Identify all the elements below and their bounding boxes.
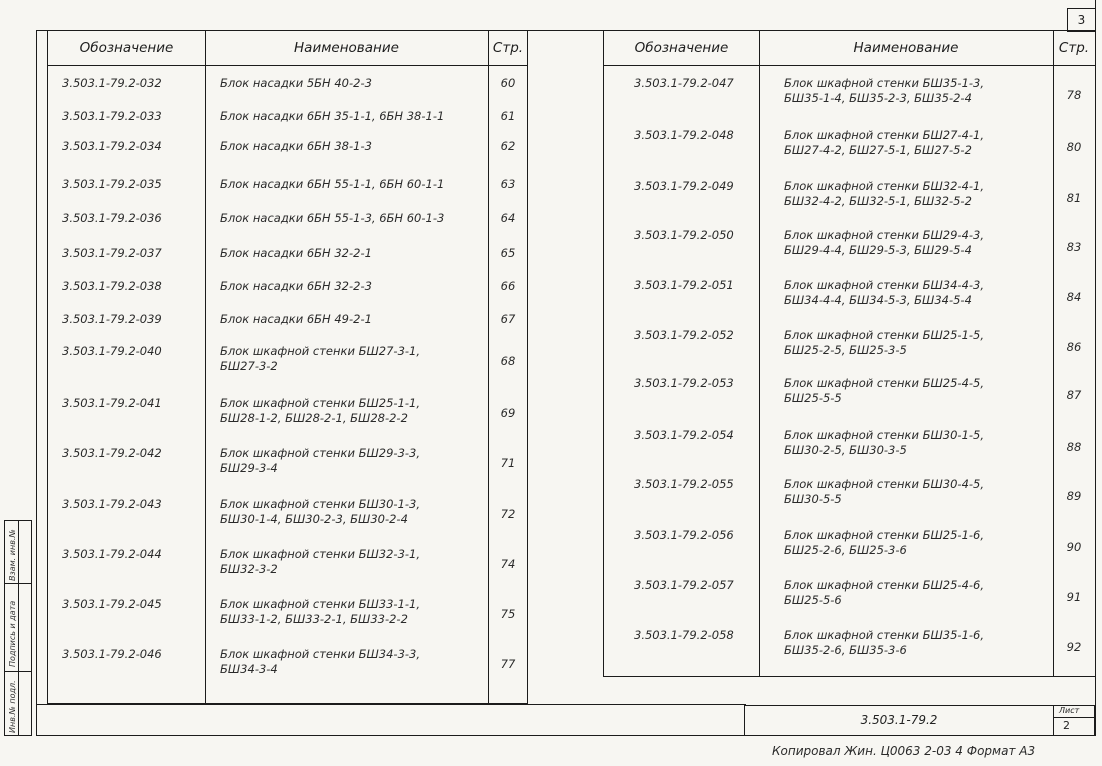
row-designation: 3.503.1-79.2-052: [634, 328, 734, 342]
row-page: 83: [1066, 240, 1082, 254]
row-designation: 3.503.1-79.2-050: [634, 228, 734, 242]
left-header-name: Наименование: [294, 40, 399, 56]
row-name: Блок шкафной стенки БШ33-1-1, БШ33-1-2, БШ33-2-1, БШ33-2-2: [220, 597, 421, 626]
row-page: 64: [500, 211, 516, 225]
row-name: Блок насадки 6БН 55-1-1, 6БН 60-1-1: [220, 177, 445, 191]
row-page: 78: [1066, 88, 1082, 102]
row-designation: 3.503.1-79.2-055: [634, 477, 734, 491]
row-name: Блок насадки 6БН 38-1-3: [220, 139, 372, 153]
row-designation: 3.503.1-79.2-057: [634, 578, 734, 592]
row-page: 67: [500, 312, 516, 326]
row-page: 92: [1066, 640, 1082, 654]
row-name: Блок шкафной стенки БШ29-4-3, БШ29-4-4, БШ29-5-3, БШ29-5-4: [784, 228, 985, 257]
frame-left-line: [36, 30, 37, 736]
row-page: 75: [500, 607, 516, 621]
row-name: Блок шкафной стенки БШ30-1-3, БШ30-1-4, БШ30-2-3, БШ30-2-4: [220, 497, 421, 526]
row-designation: 3.503.1-79.2-034: [62, 139, 162, 153]
row-designation: 3.503.1-79.2-045: [62, 597, 162, 611]
row-name: Блок насадки 6БН 55-1-3, 6БН 60-1-3: [220, 211, 445, 225]
right-header-designation: Обозначение: [634, 40, 729, 56]
row-page: 69: [500, 406, 516, 420]
stamp-sheet-line: [1053, 717, 1094, 718]
row-designation: 3.503.1-79.2-036: [62, 211, 162, 225]
left-col-divider-2: [488, 31, 489, 703]
row-designation: 3.503.1-79.2-053: [634, 376, 734, 390]
side-strip-cross-2: [5, 671, 31, 672]
row-page: 63: [500, 177, 516, 191]
row-name: Блок шкафной стенки БШ25-1-1, БШ28-1-2, БШ28-2-1, БШ28-2-2: [220, 396, 421, 425]
row-designation: 3.503.1-79.2-035: [62, 177, 162, 191]
row-name: Блок насадки 6БН 49-2-1: [220, 312, 372, 326]
row-designation: 3.503.1-79.2-047: [634, 76, 734, 90]
row-name: Блок шкафной стенки БШ30-1-5, БШ30-2-5, БШ30-3-5: [784, 428, 985, 457]
row-page: 89: [1066, 489, 1082, 503]
row-name: Блок шкафной стенки БШ27-4-1, БШ27-4-2, БШ27-5-1, БШ27-5-2: [784, 128, 985, 157]
left-header-designation: Обозначение: [79, 40, 174, 56]
row-designation: 3.503.1-79.2-049: [634, 179, 734, 193]
row-page: 86: [1066, 340, 1082, 354]
row-name: Блок шкафной стенки БШ35-1-6, БШ35-2-6, БШ35-3-6: [784, 628, 985, 657]
row-designation: 3.503.1-79.2-056: [634, 528, 734, 542]
row-name: Блок насадки 6БН 32-2-1: [220, 246, 372, 260]
row-designation: 3.503.1-79.2-048: [634, 128, 734, 142]
row-designation: 3.503.1-79.2-038: [62, 279, 162, 293]
row-designation: 3.503.1-79.2-032: [62, 76, 162, 90]
row-page: 66: [500, 279, 516, 293]
row-designation: 3.503.1-79.2-033: [62, 109, 162, 123]
left-contents-table: [47, 30, 528, 704]
row-designation: 3.503.1-79.2-046: [62, 647, 162, 661]
row-name: Блок шкафной стенки БШ27-3-1, БШ27-3-2: [220, 344, 421, 373]
row-name: Блок насадки 5БН 40-2-3: [220, 76, 372, 90]
row-designation: 3.503.1-79.2-054: [634, 428, 734, 442]
side-strip-cross-1: [5, 583, 31, 584]
row-page: 91: [1066, 590, 1082, 604]
page-number: 3: [1067, 8, 1095, 32]
sheet-label: Лист: [1059, 706, 1080, 715]
row-name: Блок шкафной стенки БШ32-4-1, БШ32-4-2, БШ32-5-1, БШ32-5-2: [784, 179, 985, 208]
side-label-replacement: Взам. инв.№: [8, 529, 17, 581]
row-name: Блок шкафной стенки БШ25-1-5, БШ25-2-5, БШ25-3-5: [784, 328, 985, 357]
right-header-name: Наименование: [853, 40, 959, 56]
sheet-number: 2: [1063, 719, 1070, 732]
frame-footer-line: [36, 704, 746, 705]
row-page: 71: [500, 456, 516, 470]
row-designation: 3.503.1-79.2-042: [62, 446, 162, 460]
row-designation: 3.503.1-79.2-051: [634, 278, 734, 292]
row-name: Блок шкафной стенки БШ25-4-5, БШ25-5-5: [784, 376, 985, 405]
right-col-divider-1: [759, 31, 760, 676]
side-label-inventory: Инв.№ подл.: [8, 680, 17, 733]
row-name: Блок шкафной стенки БШ25-1-6, БШ25-2-6, БШ25-3-6: [784, 528, 985, 557]
row-page: 62: [500, 139, 516, 153]
row-page: 60: [500, 76, 516, 90]
row-page: 61: [500, 109, 516, 123]
side-label-signature: Подпись и дата: [8, 600, 17, 667]
copy-format-note: Копировал Жин. Ц0063 2-03 4 Формат А3: [772, 744, 1036, 758]
row-designation: 3.503.1-79.2-058: [634, 628, 734, 642]
stamp-divider: [1053, 706, 1054, 735]
row-name: Блок насадки 6БН 35-1-1, 6БН 38-1-1: [220, 109, 445, 123]
document-code: 3.503.1-79.2: [860, 713, 938, 727]
row-page: 90: [1066, 540, 1082, 554]
row-page: 84: [1066, 290, 1082, 304]
row-name: Блок шкафной стенки БШ35-1-3, БШ35-1-4, БШ35-2-3, БШ35-2-4: [784, 76, 985, 105]
row-page: 68: [500, 354, 516, 368]
row-page: 80: [1066, 140, 1082, 154]
row-designation: 3.503.1-79.2-040: [62, 344, 162, 358]
row-page: 77: [500, 657, 516, 671]
row-page: 74: [500, 557, 516, 571]
title-block-stamp: [744, 705, 1095, 736]
row-name: Блок шкафной стенки БШ25-4-6, БШ25-5-6: [784, 578, 985, 607]
row-name: Блок шкафной стенки БШ30-4-5, БШ30-5-5: [784, 477, 985, 506]
right-contents-table: [603, 30, 1096, 677]
row-name: Блок шкафной стенки БШ34-3-3, БШ34-3-4: [220, 647, 421, 676]
row-name: Блок насадки 6БН 32-2-3: [220, 279, 372, 293]
row-page: 87: [1066, 388, 1082, 402]
right-header-page: Стр.: [1058, 40, 1090, 56]
row-name: Блок шкафной стенки БШ34-4-3, БШ34-4-4, БШ34-5-3, БШ34-5-4: [784, 278, 985, 307]
row-designation: 3.503.1-79.2-044: [62, 547, 162, 561]
side-revision-strip: [4, 520, 32, 736]
row-name: Блок шкафной стенки БШ32-3-1, БШ32-3-2: [220, 547, 421, 576]
row-page: 65: [500, 246, 516, 260]
row-page: 72: [500, 507, 516, 521]
side-strip-divider: [18, 521, 19, 735]
right-col-divider-2: [1053, 31, 1054, 676]
row-page: 88: [1066, 440, 1082, 454]
row-page: 81: [1066, 191, 1082, 205]
row-name: Блок шкафной стенки БШ29-3-3, БШ29-3-4: [220, 446, 421, 475]
row-designation: 3.503.1-79.2-039: [62, 312, 162, 326]
left-col-divider-1: [205, 31, 206, 703]
row-designation: 3.503.1-79.2-043: [62, 497, 162, 511]
left-header-page: Стр.: [492, 40, 524, 56]
row-designation: 3.503.1-79.2-041: [62, 396, 162, 410]
row-designation: 3.503.1-79.2-037: [62, 246, 162, 260]
